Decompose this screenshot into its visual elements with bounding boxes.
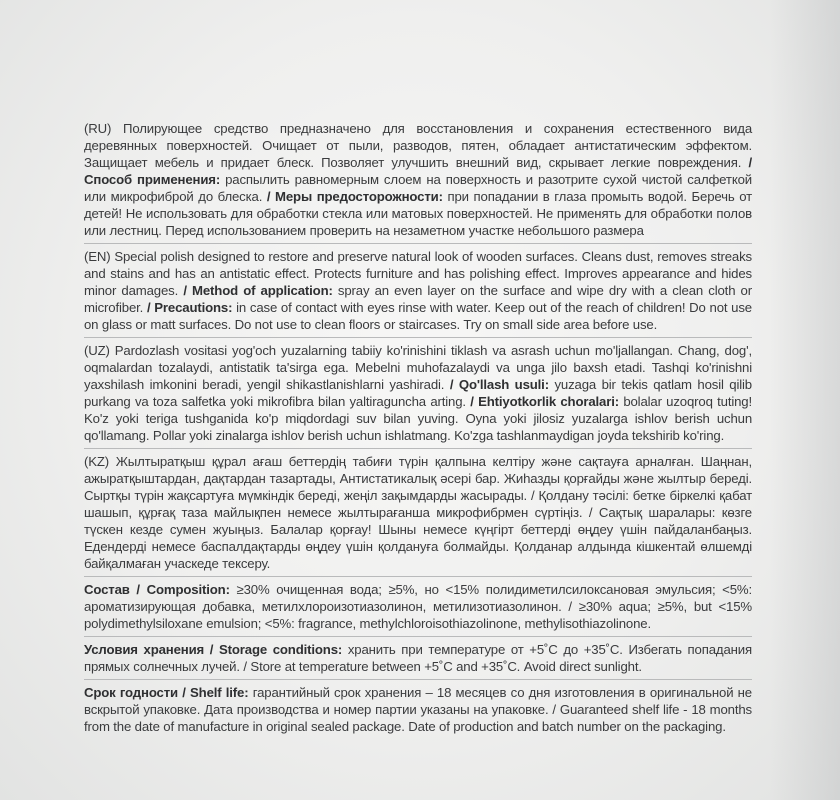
en-method-text: spray an even layer on the surface and wipe dry with a clean cloth or microfiber. <box>84 283 752 315</box>
storage-label: Условия хранения / Storage conditions: <box>84 642 348 657</box>
storage-text: хранить при температуре от +5˚С до +35˚С. Избегать попадания прямых солнечных лучей. / Store at temperature between +5˚С and +35˚С. Avoid direct sunlight. <box>84 642 752 674</box>
ru-precautions-text: при попадании в глаза промыть водой. Беречь от детей! Не использовать для обработки стекла или матовых поверхностей. Не применять для обработки полов или лестниц. Перед использованием проверить на незаметном участке небольшого размера <box>84 189 752 238</box>
shelf-life-text: гарантийный срок хранения – 18 месяцев со дня изготовления в оригинальной не вскрытой упаковке. Дата производства и номер партии указаны на упаковке. / Guaranteed shelf life - 18 months from the date of manufacture in original sealed package. Date of production and batch number on the packaging. <box>84 685 752 734</box>
ru-method-label: / Способ применения: <box>84 155 752 187</box>
uz-precautions-text: bolalar uzoqroq tuting! Ko'z yoki teriga tushganida ko'p miqdordagi suv bilan yuving. Oyna yoki jilosiz yuzalarga ishlov berish uchun qo'llamang. Pollar yoki zinalarga ishlov berish uchun ishlatmang. Ko'zga tashlanmaydigan joyda tekshirib ko'ring. <box>84 394 752 443</box>
ru-precautions-label: / Меры предосторожности: <box>266 189 448 204</box>
ru-description: (RU) Полирующее средство предназначено для восстановления и сохранения естественного вида деревянных поверхностей. Очищает от пыли, разводов, пятен, обладает антистатическим эффектом. Защищает мебель и придает блеск. Позволяет улучшить внешний вид, скрывает легкие повреждения. <box>84 121 752 170</box>
en-description: (EN) Special polish designed to restore and preserve natural look of wooden surfaces. Cleans dust, removes streaks and stains and has an antistatic effect. Protects furniture and has polishing effect. Improves appearance and hides minor damages. <box>84 249 752 298</box>
en-method-label: / Method of application: <box>183 283 338 298</box>
section-kz <box>84 453 752 577</box>
section-storage <box>84 641 752 680</box>
bottle-edge-shading <box>770 0 840 800</box>
composition-text: ≥30% очищенная вода; ≥5%, но <15% полидиметилсилоксановая эмульсия; <5%: ароматизирующая добавка, метилхлороизотиазолинон, метилизотиазолинон. / ≥30% aqua; ≥5%, but <15% polydimethylsiloxane emulsion; <5%: fragrance, methylchloroisothiazolinone, methylisothiazolinone. <box>84 582 752 631</box>
uz-precautions-label: / Ehtiyotkorlik choralari: <box>470 394 624 409</box>
kz-text: (KZ) Жылтыратқыш құрал ағаш беттердің табиғи түрін қалпына келтіру және сақтауға арналған. Шаңнан, ажыратқыштардан, дақтардан тазартады, Антистатикалық әсері бар. Жиһазды қорғайды және жылтыр береді. Сыртқы түрін жақсартуға мүмкіндік береді, жеңіл зақымдарды жасырады. / Қолдану тәсілі: бетке біркелкі қабат шашып, құрғақ таза майлықпен немесе жылтырағанша микрофибрмен сүртіңіз. / Сақтық шаралары: көзге түскен кезде сумен жуыңыз. Балалар қорғау! Шыны немесе күңгірт беттерді өңдеу үшін пайдаланбаңыз. Едендерді немесе баспалдақтарды өңдеу үшін қолдануға болмайды. Қолданар алдында кішкентай өлшемді байқалмаған учаскеде тексеру. <box>84 454 752 571</box>
shelf-life-label: Срок годности / Shelf life: <box>84 685 253 700</box>
uz-method-text: yuzaga bir tekis qatlam hosil qilib purkang va toza salfetka yoki mikrofibra bilan yaltiraguncha arting. <box>84 377 752 409</box>
section-composition <box>84 581 752 637</box>
en-precautions-label: / Precautions: <box>146 300 237 315</box>
section-en <box>84 248 752 338</box>
en-precautions-text: in case of contact with eyes rinse with water. Keep out of the reach of children! Do not use on glass or matt surfaces. Do not use to clean floors or staircases. Try on small side area before use. <box>84 300 752 332</box>
ru-method-text: распылить равномерным слоем на поверхность и разотрите сухой чистой салфеткой или микрофиброй до блеска. <box>84 172 752 204</box>
uz-method-label: / Qo'llash usuli: <box>449 377 555 392</box>
section-uz <box>84 342 752 449</box>
section-shelf-life <box>84 684 752 739</box>
product-label-text <box>84 120 752 734</box>
composition-label: Состав / Composition: <box>84 582 237 597</box>
uz-description: (UZ) Pardozlash vositasi yog'och yuzalarning tabiiy ko'rinishini tiklash va asrash uchun mo'ljallangan. Chang, dog', oqmalardan tozalaydi, antistatik ta'sirga ega. Mebelni muhofazalaydi va unga jilo baxsh etadi. Tashqi ko'rinishni yaxshilash imkonini beradi, yengil shikastlanishlarni yashiradi. <box>84 343 752 392</box>
section-ru <box>84 120 752 244</box>
